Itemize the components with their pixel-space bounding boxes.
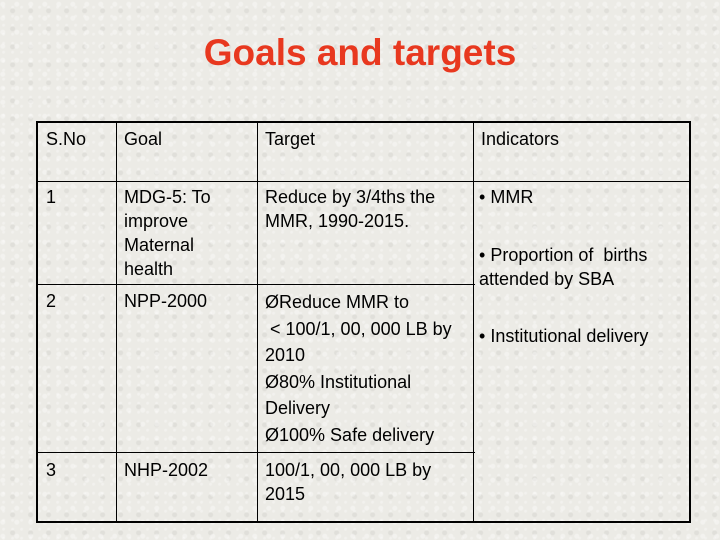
goal-line: MDG-5: To — [124, 187, 211, 207]
indicator-item — [479, 243, 647, 291]
row2-target — [265, 289, 452, 448]
target-line: 2015 — [265, 484, 306, 504]
target-line: 100/1, 00, 000 LB by — [265, 460, 432, 480]
goals-table — [36, 121, 691, 523]
target-text: Delivery — [265, 398, 331, 418]
arrow-bullet-icon: Ø — [265, 292, 280, 312]
row-divider — [38, 181, 475, 182]
row2-goal: NPP-2000 — [124, 291, 208, 311]
indicator-text: Institutional delivery — [490, 326, 649, 346]
column-divider — [116, 123, 117, 521]
column-divider — [473, 123, 474, 521]
indicator-text: Proportion of births — [490, 245, 648, 265]
target-line — [265, 369, 452, 396]
row-divider — [38, 284, 475, 285]
arrow-bullet-icon: Ø — [265, 424, 280, 445]
row1-goal — [124, 185, 211, 281]
target-text: 80% Institutional — [279, 371, 412, 392]
indicator-text: attended by SBA — [479, 269, 615, 289]
bullet-icon: • — [479, 326, 486, 346]
row3-sno: 3 — [46, 460, 57, 480]
header-goal: Goal — [124, 129, 163, 149]
arrow-bullet-icon: Ø — [265, 371, 280, 392]
target-line — [265, 316, 452, 343]
target-text: < 100/1, 00, 000 LB by — [265, 318, 452, 339]
target-line — [265, 289, 452, 316]
column-divider — [257, 123, 258, 521]
goal-line: health — [124, 259, 174, 279]
target-line — [265, 422, 452, 449]
row-divider — [473, 181, 691, 182]
goal-line: improve — [124, 211, 189, 231]
bullet-icon: • — [479, 187, 486, 207]
row2-sno: 2 — [46, 291, 57, 311]
header-target: Target — [265, 129, 316, 149]
row3-goal: NHP-2002 — [124, 460, 209, 480]
row3-target — [265, 458, 431, 506]
header-sno: S.No — [46, 129, 87, 149]
target-text: 2010 — [265, 345, 306, 365]
row1-target — [265, 185, 435, 233]
target-line — [265, 342, 452, 369]
indicator-text: MMR — [490, 187, 534, 207]
target-line: MMR, 1990-2015. — [265, 211, 410, 231]
bullet-icon: • — [479, 245, 486, 265]
row1-sno: 1 — [46, 187, 57, 207]
row-divider — [38, 452, 475, 453]
target-text: 100% Safe delivery — [279, 424, 435, 445]
header-indicators: Indicators — [481, 129, 560, 149]
page-title: Goals and targets — [203, 32, 517, 73]
target-line: Reduce by 3/4ths the — [265, 187, 436, 207]
indicator-item — [479, 324, 648, 348]
target-line — [265, 395, 452, 422]
indicator-item — [479, 185, 533, 209]
target-text: Reduce MMR to — [279, 292, 410, 312]
goal-line: Maternal — [124, 235, 195, 255]
